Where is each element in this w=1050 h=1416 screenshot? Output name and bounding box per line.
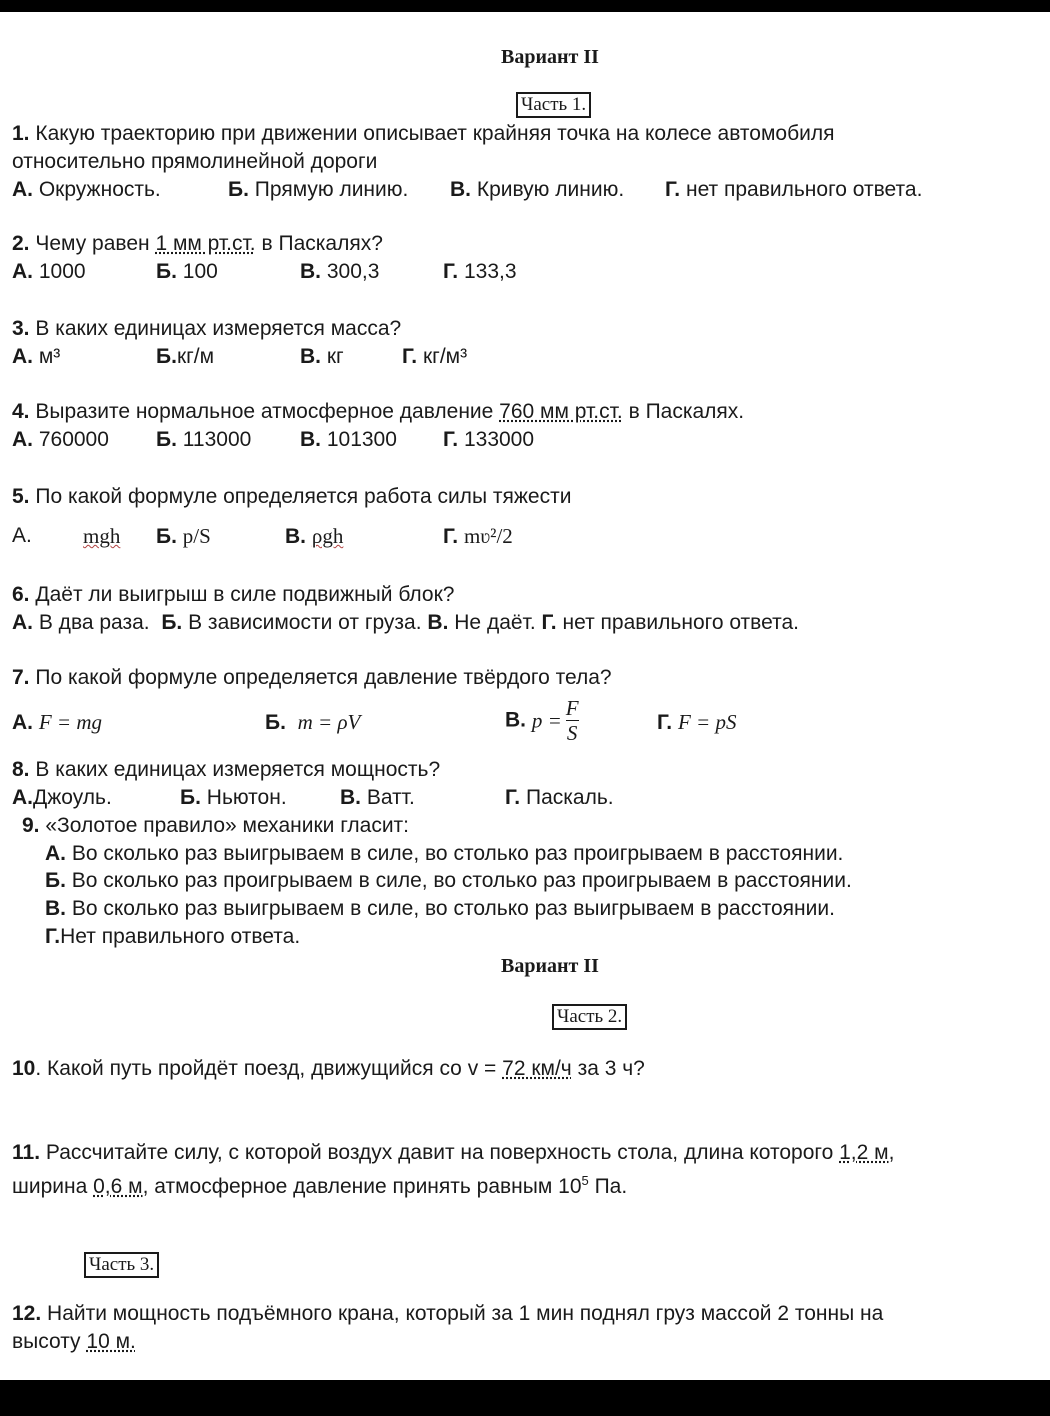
question-9: 9. «Золотое правило» механики гласит:	[22, 814, 410, 837]
question-7-option-a: А. F = mg	[12, 710, 103, 734]
question-5-option-b: Б. p/S	[156, 524, 211, 548]
question-11-line1: 11. Рассчитайте силу, с которой воздух давит на поверхность стола, длина которого 1,2 м,	[12, 1141, 895, 1164]
question-8: 8. В каких единицах измеряется мощность?	[12, 758, 441, 781]
question-9-option-c: В. Во сколько раз выигрываем в силе, во столько раз выигрываем в расстоянии.	[45, 897, 835, 920]
question-4-option-a: А. 760000	[12, 428, 109, 451]
question-1-option-c: В. Кривую линию.	[450, 178, 625, 201]
question-5-option-c: В. ρgh	[285, 524, 344, 548]
question-7-option-c: В. p = $\frac{F}{S}$	[505, 696, 579, 745]
question-4-option-b: Б. 113000	[156, 428, 252, 451]
question-12-line2: высоту 10 м.	[12, 1330, 136, 1353]
question-number: 1.	[12, 122, 30, 145]
question-8-option-a: А.Джоуль.	[12, 786, 112, 809]
worksheet-page	[0, 12, 1050, 1380]
question-3-option-b: Б.кг/м	[156, 345, 215, 368]
question-5: 5. По какой формуле определяется работа силы тяжести	[12, 485, 572, 508]
question-1-line1: 1. Какую траекторию при движении описывает крайняя точка на колесе автомобиля	[12, 122, 835, 145]
question-9-option-d: Г.Нет правильного ответа.	[45, 925, 301, 948]
variant-title: Вариант II	[501, 46, 599, 68]
question-1-line2: относительно прямолинейной дороги	[12, 150, 378, 173]
part2-label: Часть 2.	[552, 1004, 627, 1030]
question-2-option-b: Б. 100	[156, 260, 218, 283]
question-5-option-a-letter: А.	[12, 524, 32, 547]
question-2-option-a: А. 1000	[12, 260, 86, 283]
question-11-line2: ширина 0,6 м, атмосферное давление принять равным $10^5$ Па.	[12, 1173, 628, 1198]
question-3-option-a: А. м³	[12, 345, 61, 368]
question-10: 10. Какой путь пройдёт поезд, движущийся со v = 72 км/ч за 3 ч?	[12, 1057, 645, 1080]
question-1-option-b: Б. Прямую линию.	[228, 178, 409, 201]
question-7-option-d: Г. F = pS	[657, 710, 737, 734]
question-4-option-c: В. 101300	[300, 428, 397, 451]
question-3-option-c: В. кг	[300, 345, 344, 368]
question-8-option-c: В. Ватт.	[340, 786, 415, 809]
question-7-option-b: Б. m = ρV	[265, 710, 361, 734]
question-12-line1: 12. Найти мощность подъёмного крана, который за 1 мин поднял груз массой 2 тонны на	[12, 1302, 884, 1325]
question-3: 3. В каких единицах измеряется масса?	[12, 317, 402, 340]
question-5-option-a-formula: mgh	[83, 524, 121, 548]
part1-label: Часть 1.	[516, 92, 591, 118]
question-6: 6. Даёт ли выигрыш в силе подвижный блок?	[12, 583, 455, 606]
question-2: 2. Чему равен 1 мм рт.ст. в Паскалях?	[12, 232, 383, 255]
question-4-option-d: Г. 133000	[443, 428, 535, 451]
part3-label: Часть 3.	[84, 1252, 159, 1278]
question-4: 4. Выразите нормальное атмосферное давление 760 мм рт.ст. в Паскалях.	[12, 400, 745, 423]
question-1-option-d: Г. нет правильного ответа.	[665, 178, 923, 201]
question-2-option-c: В. 300,3	[300, 260, 380, 283]
variant-title-2: Вариант II	[501, 955, 599, 977]
question-1-option-a: А. Окружность.	[12, 178, 161, 201]
question-8-option-d: Г. Паскаль.	[505, 786, 614, 809]
fraction: $\frac{F}{S}$	[565, 696, 579, 745]
question-2-option-d: Г. 133,3	[443, 260, 517, 283]
question-5-option-d: Г. mʋ²/2	[443, 524, 513, 548]
question-3-option-d: Г. кг/м³	[402, 345, 468, 368]
question-6-options: А. В два раза. Б. В зависимости от груза. В. Не даёт. Г. нет правильного ответа.	[12, 611, 799, 634]
question-7: 7. По какой формуле определяется давление твёрдого тела?	[12, 666, 612, 689]
question-8-option-b: Б. Ньютон.	[180, 786, 287, 809]
question-9-option-a: А. Во сколько раз выигрываем в силе, во столько раз проигрываем в расстоянии.	[45, 842, 844, 865]
question-9-option-b: Б. Во сколько раз проигрываем в силе, во столько раз проигрываем в расстоянии.	[45, 869, 852, 892]
